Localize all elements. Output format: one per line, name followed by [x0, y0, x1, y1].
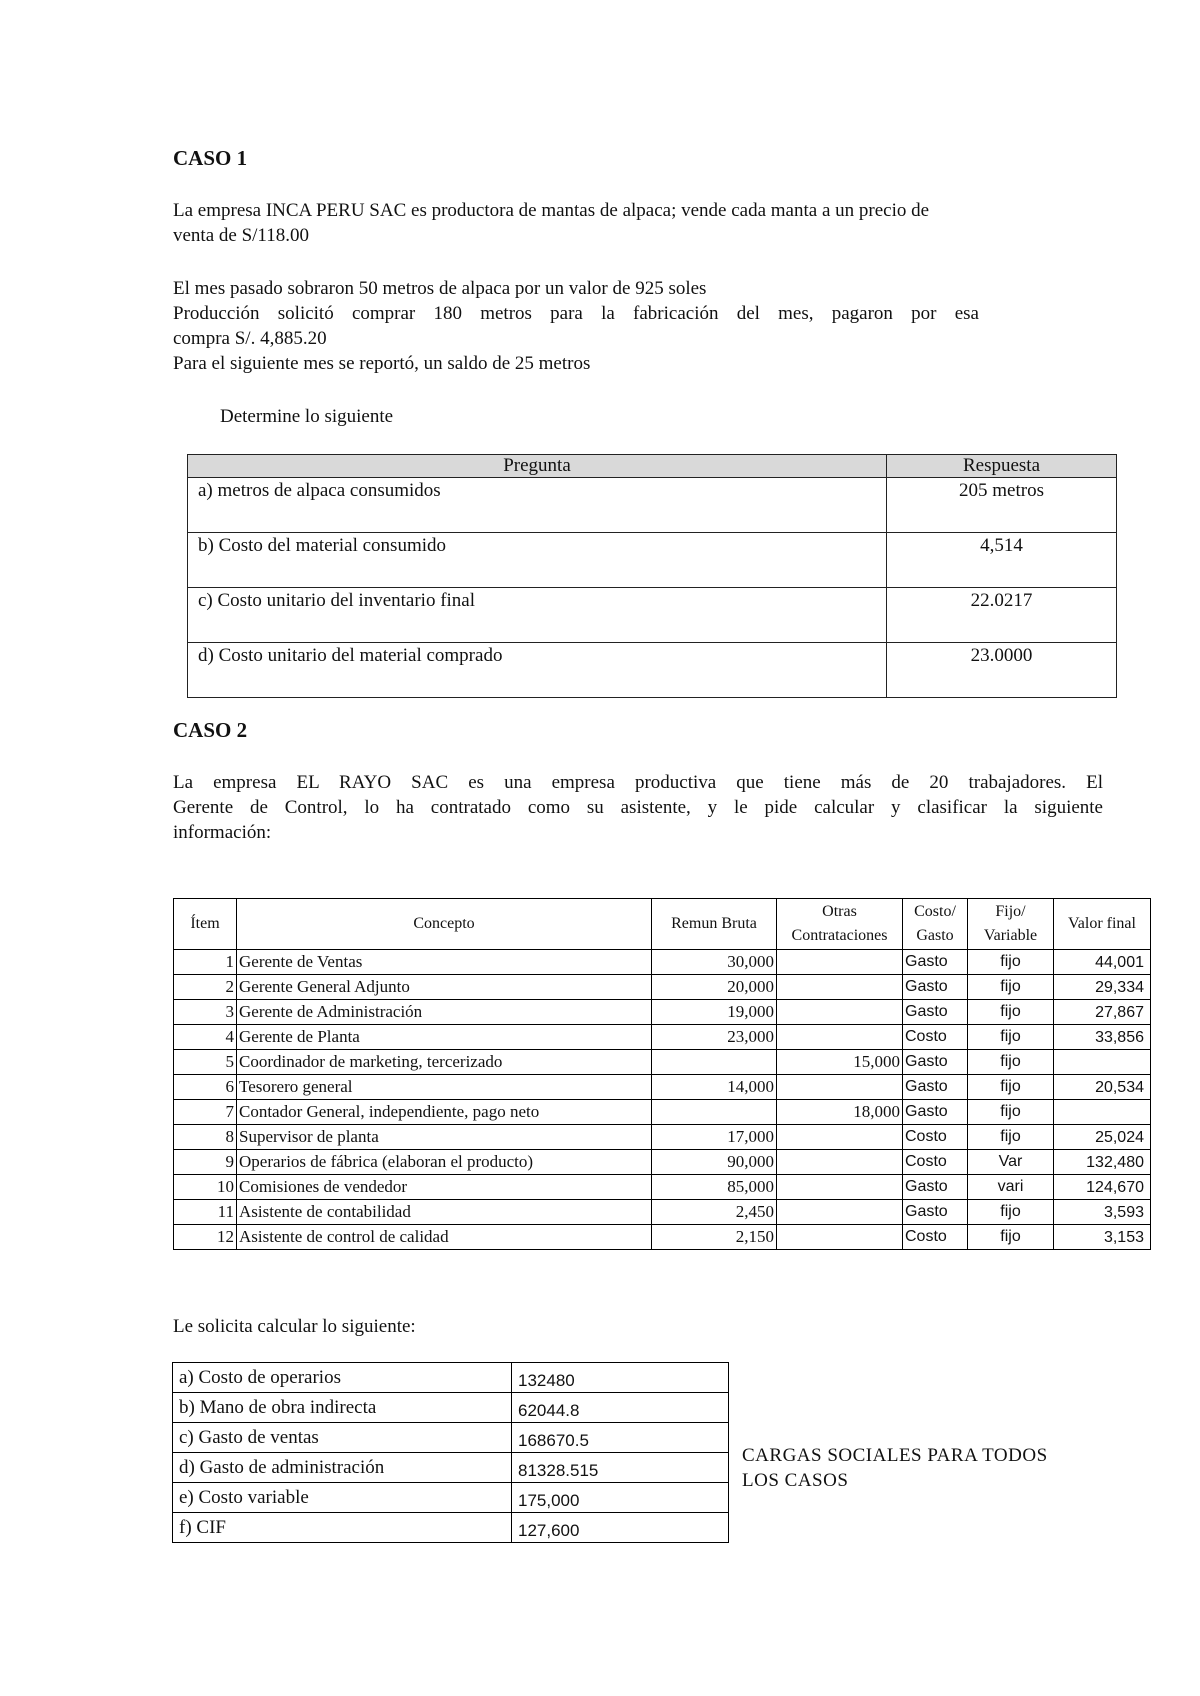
table-row	[174, 1100, 1151, 1125]
respuesta-cell: 4,514	[887, 533, 1117, 588]
costo-gasto-cell: Gasto	[903, 1050, 968, 1075]
otras-contrataciones-cell	[777, 950, 903, 975]
costo-gasto-cell: Gasto	[903, 1000, 968, 1025]
otras-contrataciones-cell	[777, 1125, 903, 1150]
costo-gasto-cell: Costo	[903, 1150, 968, 1175]
item-cell: 12	[174, 1225, 237, 1250]
header-respuesta: Respuesta	[887, 455, 1117, 478]
result-value: 127,600	[512, 1513, 729, 1543]
result-row	[173, 1393, 729, 1423]
concepto-cell: Gerente de Administración	[237, 1000, 652, 1025]
concepto-cell: Supervisor de planta	[237, 1125, 652, 1150]
result-value: 168670.5	[512, 1423, 729, 1453]
result-row	[173, 1483, 729, 1513]
table-row	[174, 1175, 1151, 1200]
header-costo-line2: Gasto	[916, 927, 954, 944]
pregunta-cell: b) Costo del material consumido	[188, 533, 887, 588]
concepto-cell: Asistente de contabilidad	[237, 1200, 652, 1225]
remun-bruta-cell	[652, 1050, 777, 1075]
fijo-variable-cell: fijo	[968, 1125, 1054, 1150]
header-remun-bruta: Remun Bruta	[652, 899, 777, 950]
header-fijo-variable	[968, 899, 1054, 950]
remun-bruta-cell: 85,000	[652, 1175, 777, 1200]
remun-bruta-cell: 23,000	[652, 1025, 777, 1050]
otras-contrataciones-cell	[777, 1075, 903, 1100]
valor-final-cell: 3,153	[1054, 1225, 1151, 1250]
item-cell: 1	[174, 950, 237, 975]
concepto-cell: Gerente General Adjunto	[237, 975, 652, 1000]
caso2-intro-line1: La empresa EL RAYO SAC es una empresa productiva que tiene más de 20 trabajadores. El	[173, 772, 1103, 793]
item-cell: 2	[174, 975, 237, 1000]
table-row	[174, 1000, 1151, 1025]
item-cell: 5	[174, 1050, 237, 1075]
caso2-intro-line3: información:	[173, 822, 272, 843]
fijo-variable-cell: Var	[968, 1150, 1054, 1175]
header-fijo-line1: Fijo/	[995, 903, 1026, 920]
item-cell: 4	[174, 1025, 237, 1050]
valor-final-cell	[1054, 1050, 1151, 1075]
cargas-sociales-note	[742, 1443, 1048, 1493]
header-item: Ítem	[174, 899, 237, 950]
result-label: f) CIF	[173, 1513, 512, 1543]
caso1-data-line3: compra S/. 4,885.20	[173, 328, 327, 349]
otras-contrataciones-cell	[777, 1025, 903, 1050]
caso1-intro-line2: venta de S/118.00	[173, 225, 309, 246]
results-table	[172, 1362, 729, 1543]
fijo-variable-cell: fijo	[968, 1075, 1054, 1100]
remun-bruta-cell: 20,000	[652, 975, 777, 1000]
fijo-variable-cell: fijo	[968, 975, 1054, 1000]
result-label: b) Mano de obra indirecta	[173, 1393, 512, 1423]
table-row	[174, 1025, 1151, 1050]
item-cell: 8	[174, 1125, 237, 1150]
caso2-table	[173, 898, 1151, 1250]
result-row	[173, 1363, 729, 1393]
fijo-variable-cell: fijo	[968, 1025, 1054, 1050]
note-line1: CARGAS SOCIALES PARA TODOS	[742, 1445, 1048, 1466]
concepto-cell: Tesorero general	[237, 1075, 652, 1100]
respuesta-cell: 205 metros	[887, 478, 1117, 533]
result-row	[173, 1513, 729, 1543]
concepto-cell: Gerente de Planta	[237, 1025, 652, 1050]
valor-final-cell: 25,024	[1054, 1125, 1151, 1150]
concepto-cell: Gerente de Ventas	[237, 950, 652, 975]
result-label: e) Costo variable	[173, 1483, 512, 1513]
otras-contrataciones-cell: 15,000	[777, 1050, 903, 1075]
remun-bruta-cell: 2,150	[652, 1225, 777, 1250]
item-cell: 9	[174, 1150, 237, 1175]
costo-gasto-cell: Costo	[903, 1025, 968, 1050]
fijo-variable-cell: fijo	[968, 1200, 1054, 1225]
caso1-table-header	[188, 455, 1117, 478]
concepto-cell: Asistente de control de calidad	[237, 1225, 652, 1250]
valor-final-cell: 124,670	[1054, 1175, 1151, 1200]
remun-bruta-cell	[652, 1100, 777, 1125]
valor-final-cell: 20,534	[1054, 1075, 1151, 1100]
valor-final-cell: 132,480	[1054, 1150, 1151, 1175]
remun-bruta-cell: 19,000	[652, 1000, 777, 1025]
item-cell: 3	[174, 1000, 237, 1025]
header-otras-contrataciones	[777, 899, 903, 950]
concepto-cell: Comisiones de vendedor	[237, 1175, 652, 1200]
fijo-variable-cell: fijo	[968, 950, 1054, 975]
fijo-variable-cell: fijo	[968, 1050, 1054, 1075]
valor-final-cell	[1054, 1100, 1151, 1125]
header-concepto: Concepto	[237, 899, 652, 950]
table-row	[174, 1125, 1151, 1150]
otras-contrataciones-cell	[777, 1000, 903, 1025]
costo-gasto-cell: Gasto	[903, 950, 968, 975]
caso1-determine: Determine lo siguiente	[220, 406, 394, 427]
table-row	[174, 975, 1151, 1000]
result-value: 132480	[512, 1363, 729, 1393]
fijo-variable-cell: vari	[968, 1175, 1054, 1200]
otras-contrataciones-cell	[777, 975, 903, 1000]
item-cell: 7	[174, 1100, 237, 1125]
header-valor-final: Valor final	[1054, 899, 1151, 950]
valor-final-cell: 3,593	[1054, 1200, 1151, 1225]
remun-bruta-cell: 90,000	[652, 1150, 777, 1175]
note-line2: LOS CASOS	[742, 1470, 849, 1491]
table-row	[188, 478, 1117, 533]
otras-contrataciones-cell	[777, 1200, 903, 1225]
valor-final-cell: 27,867	[1054, 1000, 1151, 1025]
table-row	[188, 643, 1117, 698]
otras-contrataciones-cell	[777, 1175, 903, 1200]
pregunta-cell: d) Costo unitario del material comprado	[188, 643, 887, 698]
table-row	[174, 1150, 1151, 1175]
concepto-cell: Coordinador de marketing, tercerizado	[237, 1050, 652, 1075]
caso2-table-body	[174, 950, 1151, 1250]
remun-bruta-cell: 2,450	[652, 1200, 777, 1225]
table-row	[174, 1050, 1151, 1075]
caso1-intro-line1: La empresa INCA PERU SAC es productora de mantas de alpaca; vende cada manta a un precio de	[173, 200, 930, 221]
table-row	[174, 1075, 1151, 1100]
caso2-table-header	[174, 899, 1151, 950]
costo-gasto-cell: Gasto	[903, 1175, 968, 1200]
result-row	[173, 1453, 729, 1483]
header-otras-line1: Otras	[822, 903, 857, 920]
valor-final-cell: 33,856	[1054, 1025, 1151, 1050]
result-value: 81328.515	[512, 1453, 729, 1483]
table-row	[188, 533, 1117, 588]
valor-final-cell: 44,001	[1054, 950, 1151, 975]
item-cell: 6	[174, 1075, 237, 1100]
caso2-title: CASO 2	[173, 718, 248, 742]
valor-final-cell: 29,334	[1054, 975, 1151, 1000]
remun-bruta-cell: 30,000	[652, 950, 777, 975]
concepto-cell: Operarios de fábrica (elaboran el producto)	[237, 1150, 652, 1175]
pregunta-cell: c) Costo unitario del inventario final	[188, 588, 887, 643]
caso2-intro-line2: Gerente de Control, lo ha contratado como su asistente, y le pide calcular y clasificar la siguiente	[173, 797, 1103, 818]
header-costo-gasto	[903, 899, 968, 950]
respuesta-cell: 22.0217	[887, 588, 1117, 643]
otras-contrataciones-cell	[777, 1150, 903, 1175]
concepto-cell: Contador General, independiente, pago neto	[237, 1100, 652, 1125]
results-table-body	[173, 1363, 729, 1543]
header-otras-line2: Contrataciones	[791, 927, 888, 944]
costo-gasto-cell: Gasto	[903, 1100, 968, 1125]
caso1-title: CASO 1	[173, 146, 248, 170]
result-value: 175,000	[512, 1483, 729, 1513]
table-row	[188, 588, 1117, 643]
respuesta-cell: 23.0000	[887, 643, 1117, 698]
costo-gasto-cell: Gasto	[903, 1200, 968, 1225]
caso1-data-line4: Para el siguiente mes se reportó, un saldo de 25 metros	[173, 353, 591, 374]
costo-gasto-cell: Costo	[903, 1225, 968, 1250]
fijo-variable-cell: fijo	[968, 1100, 1054, 1125]
result-value: 62044.8	[512, 1393, 729, 1423]
remun-bruta-cell: 14,000	[652, 1075, 777, 1100]
otras-contrataciones-cell	[777, 1225, 903, 1250]
costo-gasto-cell: Costo	[903, 1125, 968, 1150]
table-row	[174, 1225, 1151, 1250]
costo-gasto-cell: Gasto	[903, 1075, 968, 1100]
caso1-table	[187, 454, 1117, 698]
result-row	[173, 1423, 729, 1453]
caso1-data-line2: Producción solicitó comprar 180 metros para la fabricación del mes, pagaron por esa	[173, 303, 979, 324]
costo-gasto-cell: Gasto	[903, 975, 968, 1000]
header-pregunta: Pregunta	[188, 455, 887, 478]
caso2-solicita: Le solicita calcular lo siguiente:	[173, 1316, 416, 1337]
fijo-variable-cell: fijo	[968, 1225, 1054, 1250]
item-cell: 11	[174, 1200, 237, 1225]
pregunta-cell: a) metros de alpaca consumidos	[188, 478, 887, 533]
table-row	[174, 950, 1151, 975]
result-label: d) Gasto de administración	[173, 1453, 512, 1483]
item-cell: 10	[174, 1175, 237, 1200]
result-label: a) Costo de operarios	[173, 1363, 512, 1393]
table-row	[174, 1200, 1151, 1225]
otras-contrataciones-cell: 18,000	[777, 1100, 903, 1125]
result-label: c) Gasto de ventas	[173, 1423, 512, 1453]
caso1-data-line1: El mes pasado sobraron 50 metros de alpaca por un valor de 925 soles	[173, 278, 707, 299]
header-fijo-line2: Variable	[983, 927, 1038, 944]
remun-bruta-cell: 17,000	[652, 1125, 777, 1150]
fijo-variable-cell: fijo	[968, 1000, 1054, 1025]
header-costo-line1: Costo/	[914, 903, 956, 920]
